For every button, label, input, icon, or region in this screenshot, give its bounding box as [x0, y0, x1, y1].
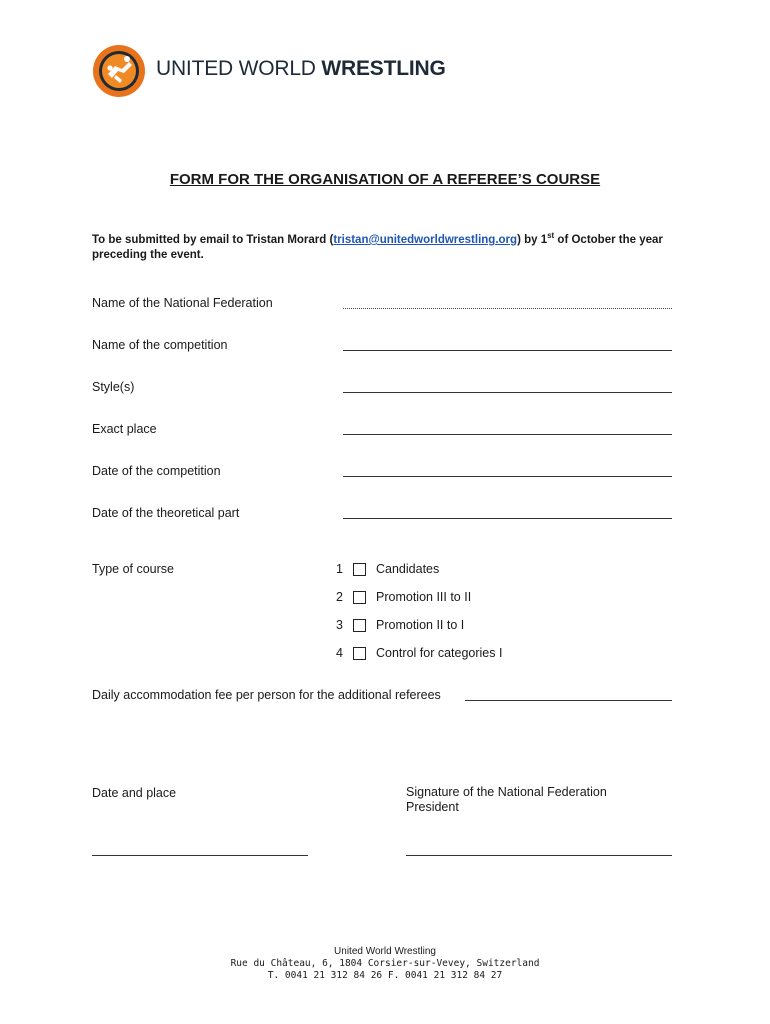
uww-logo-icon: [92, 44, 146, 98]
course-option-checkbox-control-1[interactable]: [353, 647, 366, 660]
course-option-number: 4: [336, 646, 343, 660]
field-label-styles: Style(s): [92, 380, 135, 394]
brand-name-light: UNITED WORLD: [156, 57, 322, 80]
field-input-competition-date[interactable]: [343, 476, 672, 477]
course-option-label: Candidates: [376, 562, 440, 576]
course-option-number: 3: [336, 618, 343, 632]
course-option-label: Control for categories I: [376, 646, 503, 660]
signature-input[interactable]: [406, 855, 672, 856]
intro-superscript: st: [547, 231, 555, 240]
intro-text-end: of October the year preceding the event.: [92, 233, 663, 261]
form-title: FORM FOR THE ORGANISATION OF A REFEREE’S COURSE: [169, 171, 601, 188]
field-label-competition: Name of the competition: [92, 338, 228, 352]
footer-phone: T. 0041 21 312 84 26 F. 0041 21 312 84 27: [267, 970, 503, 981]
field-input-styles[interactable]: [343, 392, 672, 393]
field-input-place[interactable]: [343, 434, 672, 435]
footer-address: Rue du Château, 6, 1804 Corsier-sur-Vevey, Switzerland: [230, 958, 540, 969]
intro-text-after: ) by 1: [517, 233, 548, 246]
intro-text-before: To be submitted by email to Tristan Morard (: [92, 233, 334, 246]
date-place-input[interactable]: [92, 855, 308, 856]
course-option-number: 2: [336, 590, 343, 604]
signature-label: Signature of the National Federation President: [406, 785, 607, 814]
submission-instructions: [92, 228, 682, 263]
footer-org: United World Wrestling: [334, 946, 436, 957]
course-option-number: 1: [336, 562, 343, 576]
fee-input[interactable]: [465, 700, 672, 701]
field-label-competition-date: Date of the competition: [92, 464, 221, 478]
field-input-theoretical-date[interactable]: [343, 518, 672, 519]
brand-name: [156, 57, 446, 81]
course-option-label: Promotion II to I: [376, 618, 465, 632]
date-place-label: Date and place: [92, 786, 177, 800]
fee-label: Daily accommodation fee per person for the additional referees: [92, 688, 441, 702]
course-option-checkbox-promotion-2-1[interactable]: [353, 619, 366, 632]
field-label-theoretical-date: Date of the theoretical part: [92, 506, 240, 520]
field-label-federation: Name of the National Federation: [92, 296, 273, 310]
course-option-checkbox-promotion-3-2[interactable]: [353, 591, 366, 604]
email-link[interactable]: tristan@unitedworldwrestling.org: [333, 233, 518, 246]
footer: [0, 946, 770, 982]
course-option-label: Promotion III to II: [376, 590, 472, 604]
brand-name-bold: WRESTLING: [321, 57, 446, 80]
field-label-place: Exact place: [92, 422, 157, 436]
course-type-label: Type of course: [92, 562, 174, 576]
field-input-competition[interactable]: [343, 350, 672, 351]
course-option-checkbox-candidates[interactable]: [353, 563, 366, 576]
field-input-federation[interactable]: [343, 308, 672, 309]
